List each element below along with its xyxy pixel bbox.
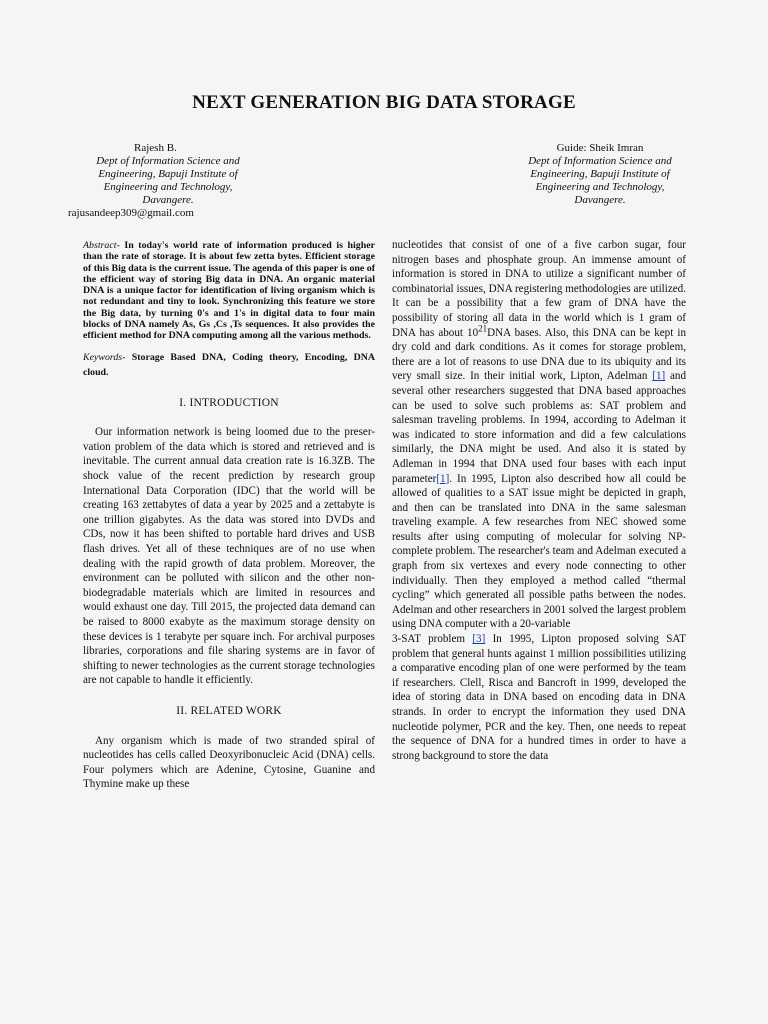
author-affiliation-line: Engineering and Technology, xyxy=(535,181,665,193)
author-affiliation-line: Davangere. xyxy=(574,194,626,206)
author-block-1 xyxy=(68,142,258,220)
author-name: Guide: Sheik Imran xyxy=(556,142,644,154)
related-work-paragraph: Any organism which is made of two stranded spiral of nucleotides has cells called Deoxyribonucleic Acid (DNA) cells. Four polymers which are Adenine, Cytosine, Guanine and Thymine make up these xyxy=(83,734,375,791)
keywords xyxy=(83,350,375,380)
text-run: In 1995, Lipton proposed solving SAT problem that general hunts against 1 million possibilities utilizing a comparative encoding plan of one were performed by the team if researchers. Clell, Risca and Bancroft in 1999, developed the idea of storing data in DNA based on encoding data in DNA strands. In order to encrypt the information they used DNA nucleotide polymer, PCR and the key. Then, one needs to repeat the sequence of DNA for a hundred times in order to have a strong background to store the data xyxy=(392,633,686,762)
text-run: nucleotides that consist of one of a five carbon sugar, four nitrogen bases and phosphate group. An immense amount of information is stored in DNA to utilize a significant number of combinatorial issues, DNA registering methodologies are utilized. It can be a possibility that a few gram of DNA have the possibility of storing all data in the world which is 1 gram of DNA has about 10 xyxy=(392,239,686,339)
author-email: rajusandeep309@gmail.com xyxy=(68,207,194,219)
abstract-text: In today's world rate of information produced is higher than the rate of storage. It is about few zetta bytes. Efficient storage of this Big data is the current issue. The agenda of this paper is one of the efficient way of storing Big data in DNA. An organic material DNA is a unique factor for identification of living organism which is not redundant and tiny to look. Synchronizing this feature we store the Big data, by turning 0's and 1's in digital data to four main blocks of DNA namely As, Gs ,Cs ,Ts sequences. It also provides the efficient method for DNA computing among all the various methods. xyxy=(83,240,375,342)
text-run: DNA bases. Also, this DNA can be kept in dry cold and dark conditions. As it comes for storage problem, there are a lot of reasons to use DNA due to its ubiquity and its very small size. In their initial work, Lipton, Adelman xyxy=(392,326,687,383)
author-affiliation-line: Engineering, Bapuji Institute of xyxy=(530,168,670,180)
section-heading-related-work: II. RELATED WORK xyxy=(176,704,282,717)
abstract-label: Abstract- xyxy=(83,240,120,251)
citation-link-3[interactable]: [3] xyxy=(472,633,486,646)
introduction-paragraph: Our information network is being loomed due to the preser- vation problem of the data which is stored and retrieved and is inevitable. The current annual data creation rate is 16.3ZB. The shock value of the recent prediction by research group International Data Corporation (IDC) that the world will be creating 163 zettabytes of data a year by 2025 and a zettabyte is one trillion gigabytes. As the data was stored into DVDs and CDs, now it has been shifted to portable hard drives and USB flash drives. Yet all of these techniques are of no use when dealing with the rapid growth of data problem. Moreover, the environment can be polluted with silicon and the other non-biodegradable materials which are limited in resources and would exhaust one day. Till 2015, the projected data demand can be raised to 8000 exabyte as the maximum storage density on these devices is 1 terabyte per square inch. For archival purposes libraries, corporations and file sharing systems are in favor of shifting to newer technologies as the current storage technologies are not capable to handle it efficiently. xyxy=(83,426,375,687)
left-column xyxy=(83,240,375,792)
keywords-label: Keywords- xyxy=(83,351,126,363)
author-affiliation-line: Engineering, Bapuji Institute of xyxy=(98,168,238,180)
related-work-continued-paragraph xyxy=(392,238,686,632)
citation-link-1[interactable]: [1] xyxy=(652,370,666,383)
sat-paragraph xyxy=(392,632,686,763)
right-column xyxy=(392,238,686,763)
author-affiliation-line: Engineering and Technology, xyxy=(103,181,233,193)
exponent: 21 xyxy=(478,322,488,333)
keywords-text: Storage Based DNA, Coding theory, Encoding, DNA cloud. xyxy=(83,351,375,378)
text-run: and several other researchers suggested that DNA based approaches can be used to solve such problems as: SAT problem and salesman traveling problems. In 1994, according to Adelman it was indicated to store information and did a few calculations similarly, the DNA might be used. And also it is stated by Adleman in 1994 that DNA used four bases with each input parameter xyxy=(392,370,686,485)
citation-link-1[interactable]: [1] xyxy=(436,472,450,485)
paper-title: NEXT GENERATION BIG DATA STORAGE xyxy=(192,92,576,113)
author-block-2 xyxy=(505,142,695,207)
author-affiliation-line: Dept of Information Science and xyxy=(96,155,240,167)
author-name: Rajesh B. xyxy=(134,142,177,154)
text-run: 3-SAT problem xyxy=(392,633,473,646)
author-affiliation-line: Davangere. xyxy=(142,194,194,206)
section-heading-introduction: I. INTRODUCTION xyxy=(179,396,279,409)
text-run: . In 1995, Lipton also described how all could be allowed of qualities to a SAT issue might be depicted in graph, and then can be translated into DNA in the same salesman traveling example. A few researches from NEC showed some results after using computing of molecular for solving NP-complete problem. The researcher's team and Adelman executed a graph from six vertexes and every node connecting to other individually. Then they employed a method called “thermal cycling” which generated all possible paths between the nodes. Adelman and other researchers in 2001 solved the largest problem using DNA computer with a 20-variable xyxy=(392,472,686,631)
author-affiliation-line: Dept of Information Science and xyxy=(528,155,672,167)
abstract xyxy=(83,240,375,342)
